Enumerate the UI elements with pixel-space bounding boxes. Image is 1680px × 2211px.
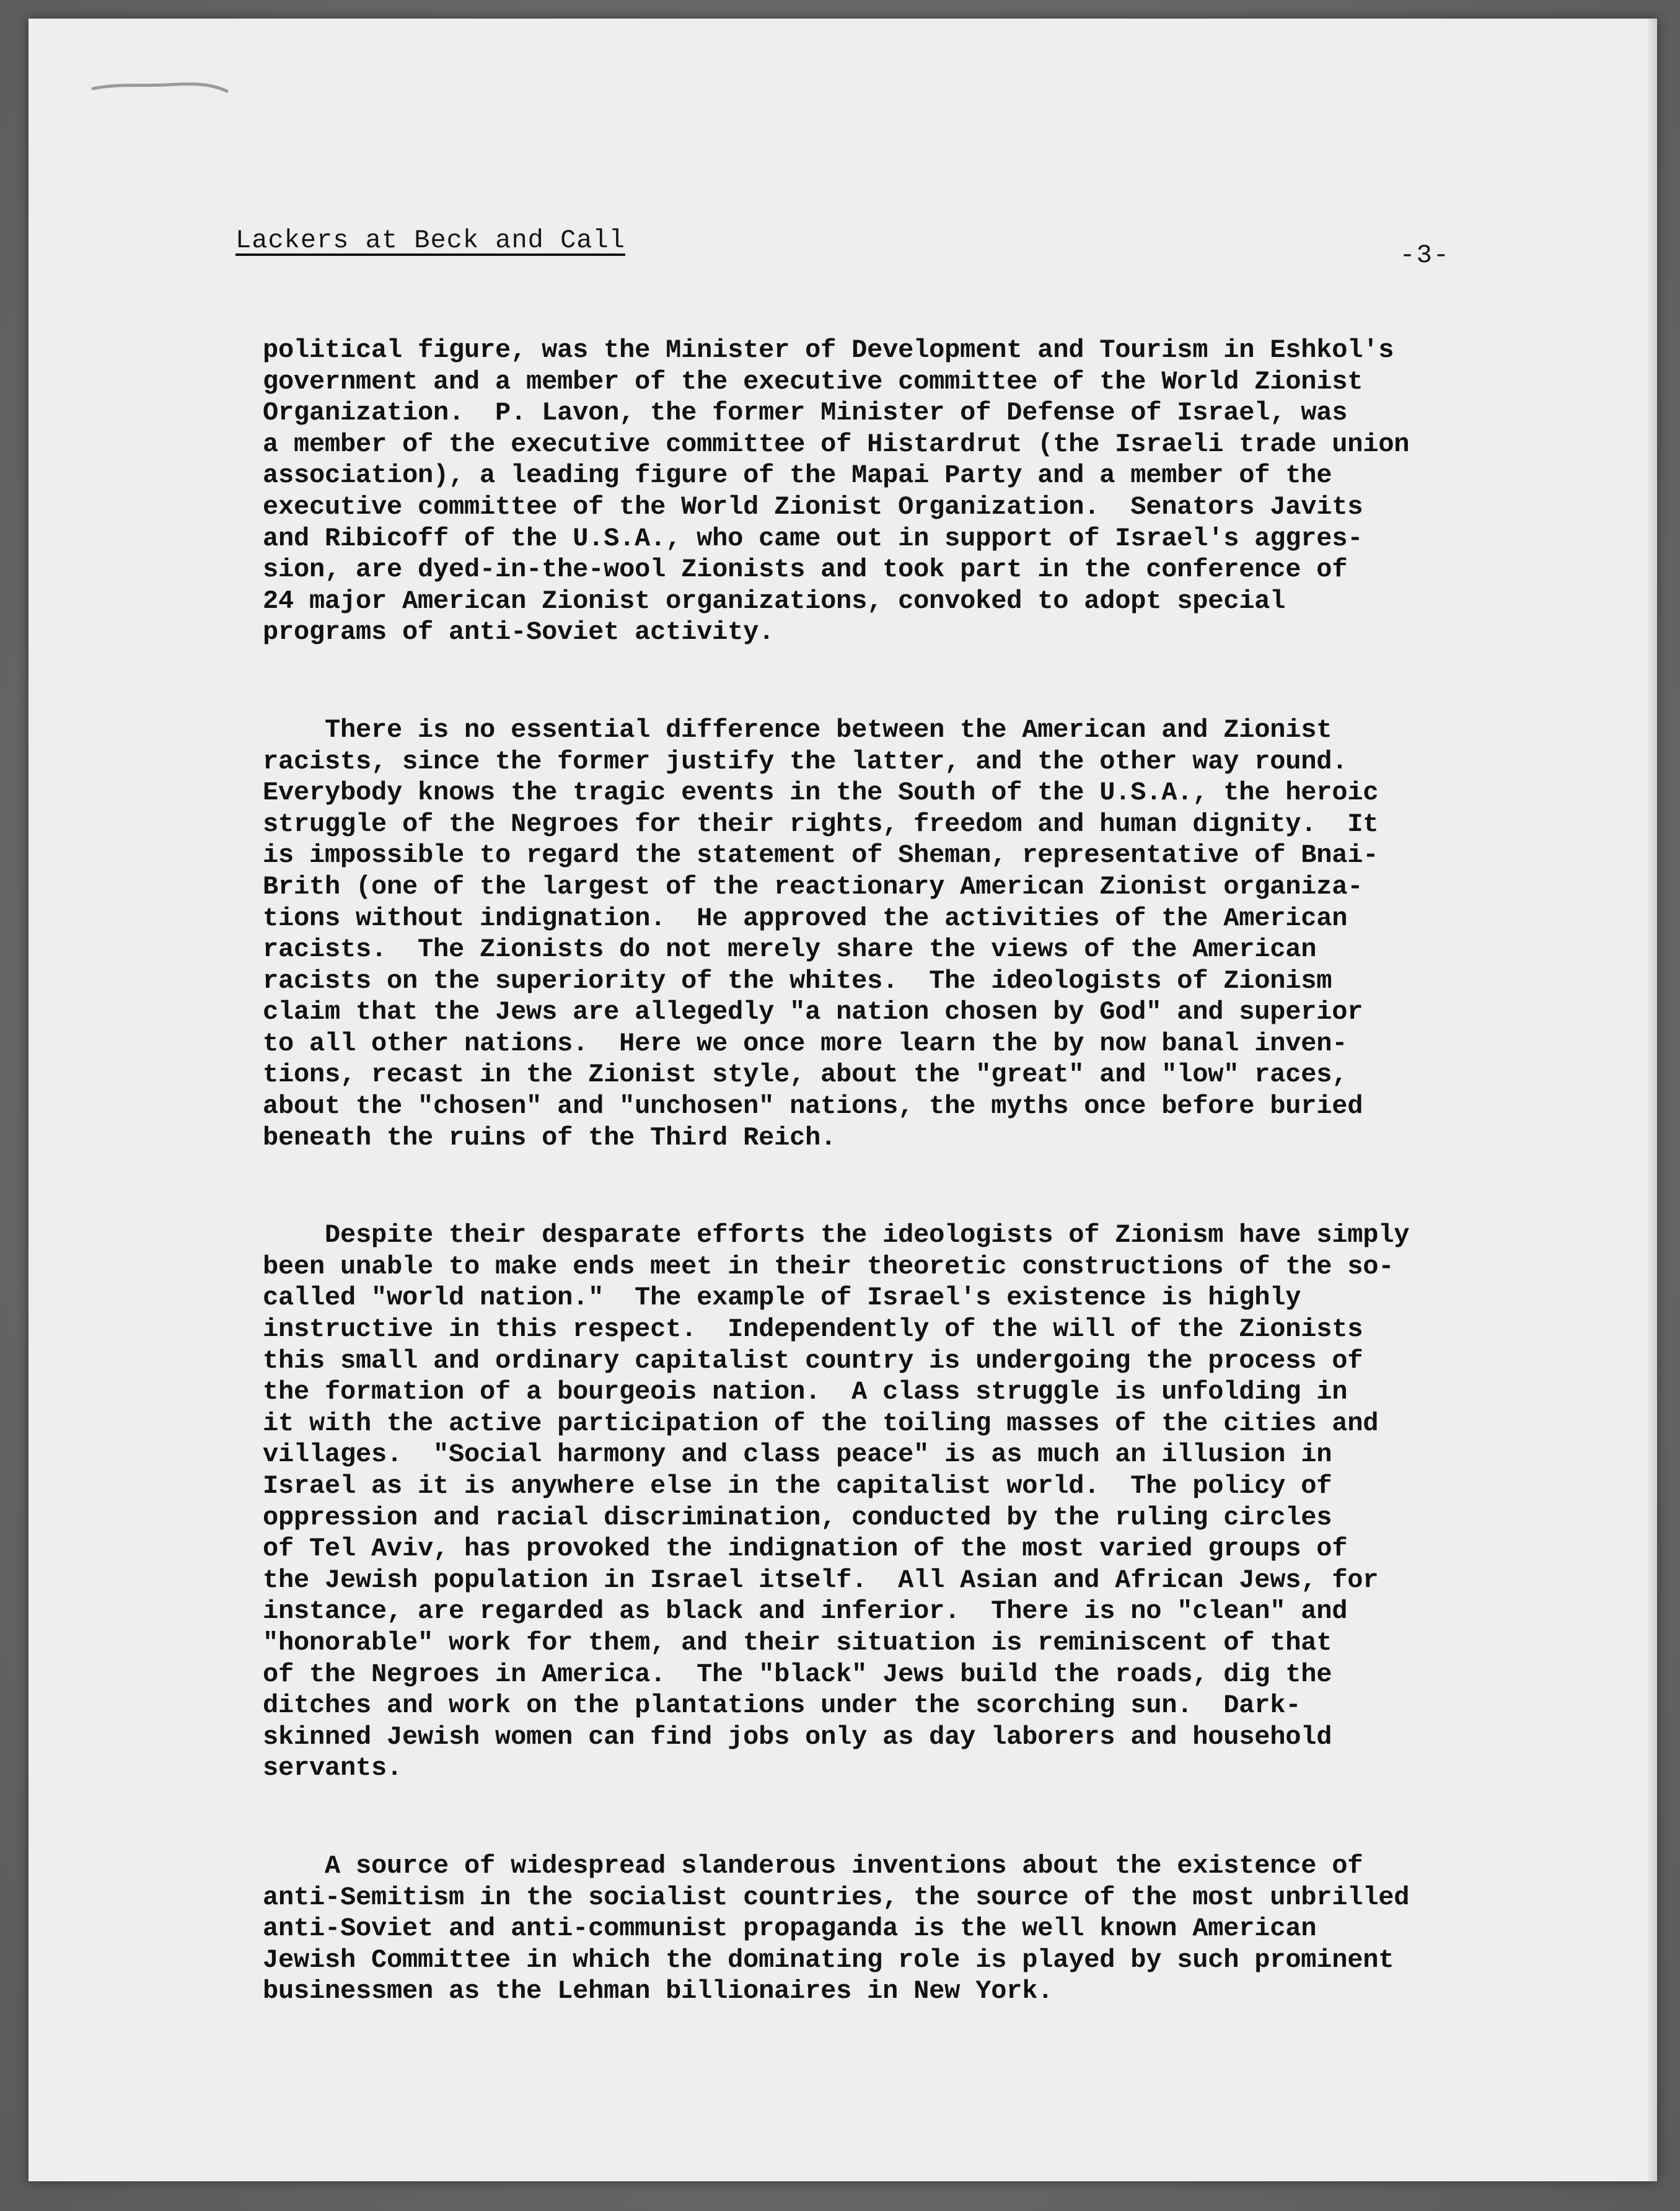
text-line: beneath the ruins of the Third Reich.: [263, 1122, 837, 1153]
text-line: Brith (one of the largest of the reactionary American Zionist organiza-: [263, 871, 1363, 902]
text-line: about the "chosen" and "unchosen" nations, the myths once before buried: [263, 1091, 1363, 1122]
text-line: Everybody knows the tragic events in the South of the U.S.A., the heroic: [263, 778, 1379, 808]
text-line: anti-Soviet and anti-communist propaganda is the well known American: [263, 1914, 1317, 1944]
text-line: claim that the Jews are allegedly "a nation chosen by God" and superior: [263, 997, 1363, 1027]
paragraph-2: [263, 714, 1502, 1153]
text-line: this small and ordinary capitalist country is undergoing the process of: [263, 1345, 1363, 1376]
text-line: been unable to make ends meet in their theoretic constructions of the so-: [263, 1251, 1394, 1281]
text-line: servants.: [263, 1753, 403, 1783]
text-line: anti-Semitism in the socialist countries, the source of the most unbrilled: [263, 1882, 1410, 1912]
text-line: of the Negroes in America. The "black" Jews build the roads, dig the: [263, 1659, 1332, 1689]
text-line: called "world nation." The example of Israel's existence is highly: [263, 1283, 1301, 1313]
text-line: oppression and racial discrimination, conducted by the ruling circles: [263, 1502, 1332, 1532]
text-line: it with the active participation of the toiling masses of the cities and: [263, 1408, 1379, 1438]
paper-edge-shadow: [1648, 19, 1657, 2181]
text-line: government and a member of the executive committee of the World Zionist: [263, 366, 1363, 397]
document-page: [29, 19, 1657, 2181]
text-line: a member of the executive committee of Histardrut (the Israeli trade union: [263, 429, 1410, 459]
text-line: ditches and work on the plantations under the scorching sun. Dark-: [263, 1690, 1301, 1721]
text-line: to all other nations. Here we once more learn the by now banal inven-: [263, 1028, 1348, 1058]
text-line: racists, since the former justify the latter, and the other way round.: [263, 746, 1348, 776]
text-line: tions without indignation. He approved the activities of the American: [263, 903, 1348, 933]
text-line: "honorable" work for them, and their situation is reminiscent of that: [263, 1627, 1332, 1658]
paragraph-4: [263, 1850, 1502, 2007]
ink-smudge-mark: [90, 77, 233, 96]
text-line: A source of widespread slanderous inventions about the existence of: [263, 1850, 1363, 1881]
text-line: of Tel Aviv, has provoked the indignation of the most varied groups of: [263, 1534, 1348, 1564]
body-text: [263, 335, 1502, 2073]
text-line: the formation of a bourgeois nation. A class struggle is unfolding in: [263, 1377, 1348, 1407]
text-line: There is no essential difference between the American and Zionist: [263, 714, 1332, 745]
text-line: programs of anti-Soviet activity.: [263, 617, 775, 648]
text-line: Organization. P. Lavon, the former Minister of Defense of Israel, was: [263, 398, 1348, 428]
text-line: association), a leading figure of the Mapai Party and a member of the: [263, 460, 1332, 491]
text-line: Israel as it is anywhere else in the capitalist world. The policy of: [263, 1471, 1332, 1501]
text-line: 24 major American Zionist organizations, convoked to adopt special: [263, 586, 1286, 616]
text-line: Despite their desparate efforts the ideologists of Zionism have simply: [263, 1220, 1410, 1251]
paragraph-3: [263, 1220, 1502, 1784]
paragraph-1: [263, 335, 1502, 648]
page-header: [235, 222, 1450, 271]
text-line: racists. The Zionists do not merely share the views of the American: [263, 934, 1317, 965]
text-line: is impossible to regard the statement of Sheman, representative of Bnai-: [263, 840, 1379, 871]
text-line: the Jewish population in Israel itself. All Asian and African Jews, for: [263, 1565, 1379, 1595]
running-title: Lackers at Beck and Call: [235, 226, 625, 255]
text-line: racists on the superiority of the whites. The ideologists of Zionism: [263, 965, 1332, 996]
text-line: skinned Jewish women can find jobs only as day laborers and household: [263, 1721, 1332, 1752]
text-line: executive committee of the World Zionist Organization. Senators Javits: [263, 491, 1363, 522]
text-line: sion, are dyed-in-the-wool Zionists and took part in the conference of: [263, 555, 1348, 585]
text-line: villages. "Social harmony and class peace" is as much an illusion in: [263, 1440, 1332, 1470]
text-line: Jewish Committee in which the dominating role is played by such prominent: [263, 1945, 1394, 1975]
text-line: struggle of the Negroes for their rights, freedom and human dignity. It: [263, 809, 1379, 839]
text-line: instance, are regarded as black and inferior. There is no "clean" and: [263, 1596, 1348, 1627]
text-line: instructive in this respect. Independently of the will of the Zionists: [263, 1314, 1363, 1345]
page-number: -3-: [1399, 240, 1450, 270]
text-line: tions, recast in the Zionist style, about the "great" and "low" races,: [263, 1060, 1348, 1090]
text-line: businessmen as the Lehman billionaires in New York.: [263, 1976, 1053, 2007]
text-line: political figure, was the Minister of Development and Tourism in Eshkol's: [263, 335, 1394, 365]
text-line: and Ribicoff of the U.S.A., who came out in support of Israel's aggres-: [263, 523, 1363, 553]
